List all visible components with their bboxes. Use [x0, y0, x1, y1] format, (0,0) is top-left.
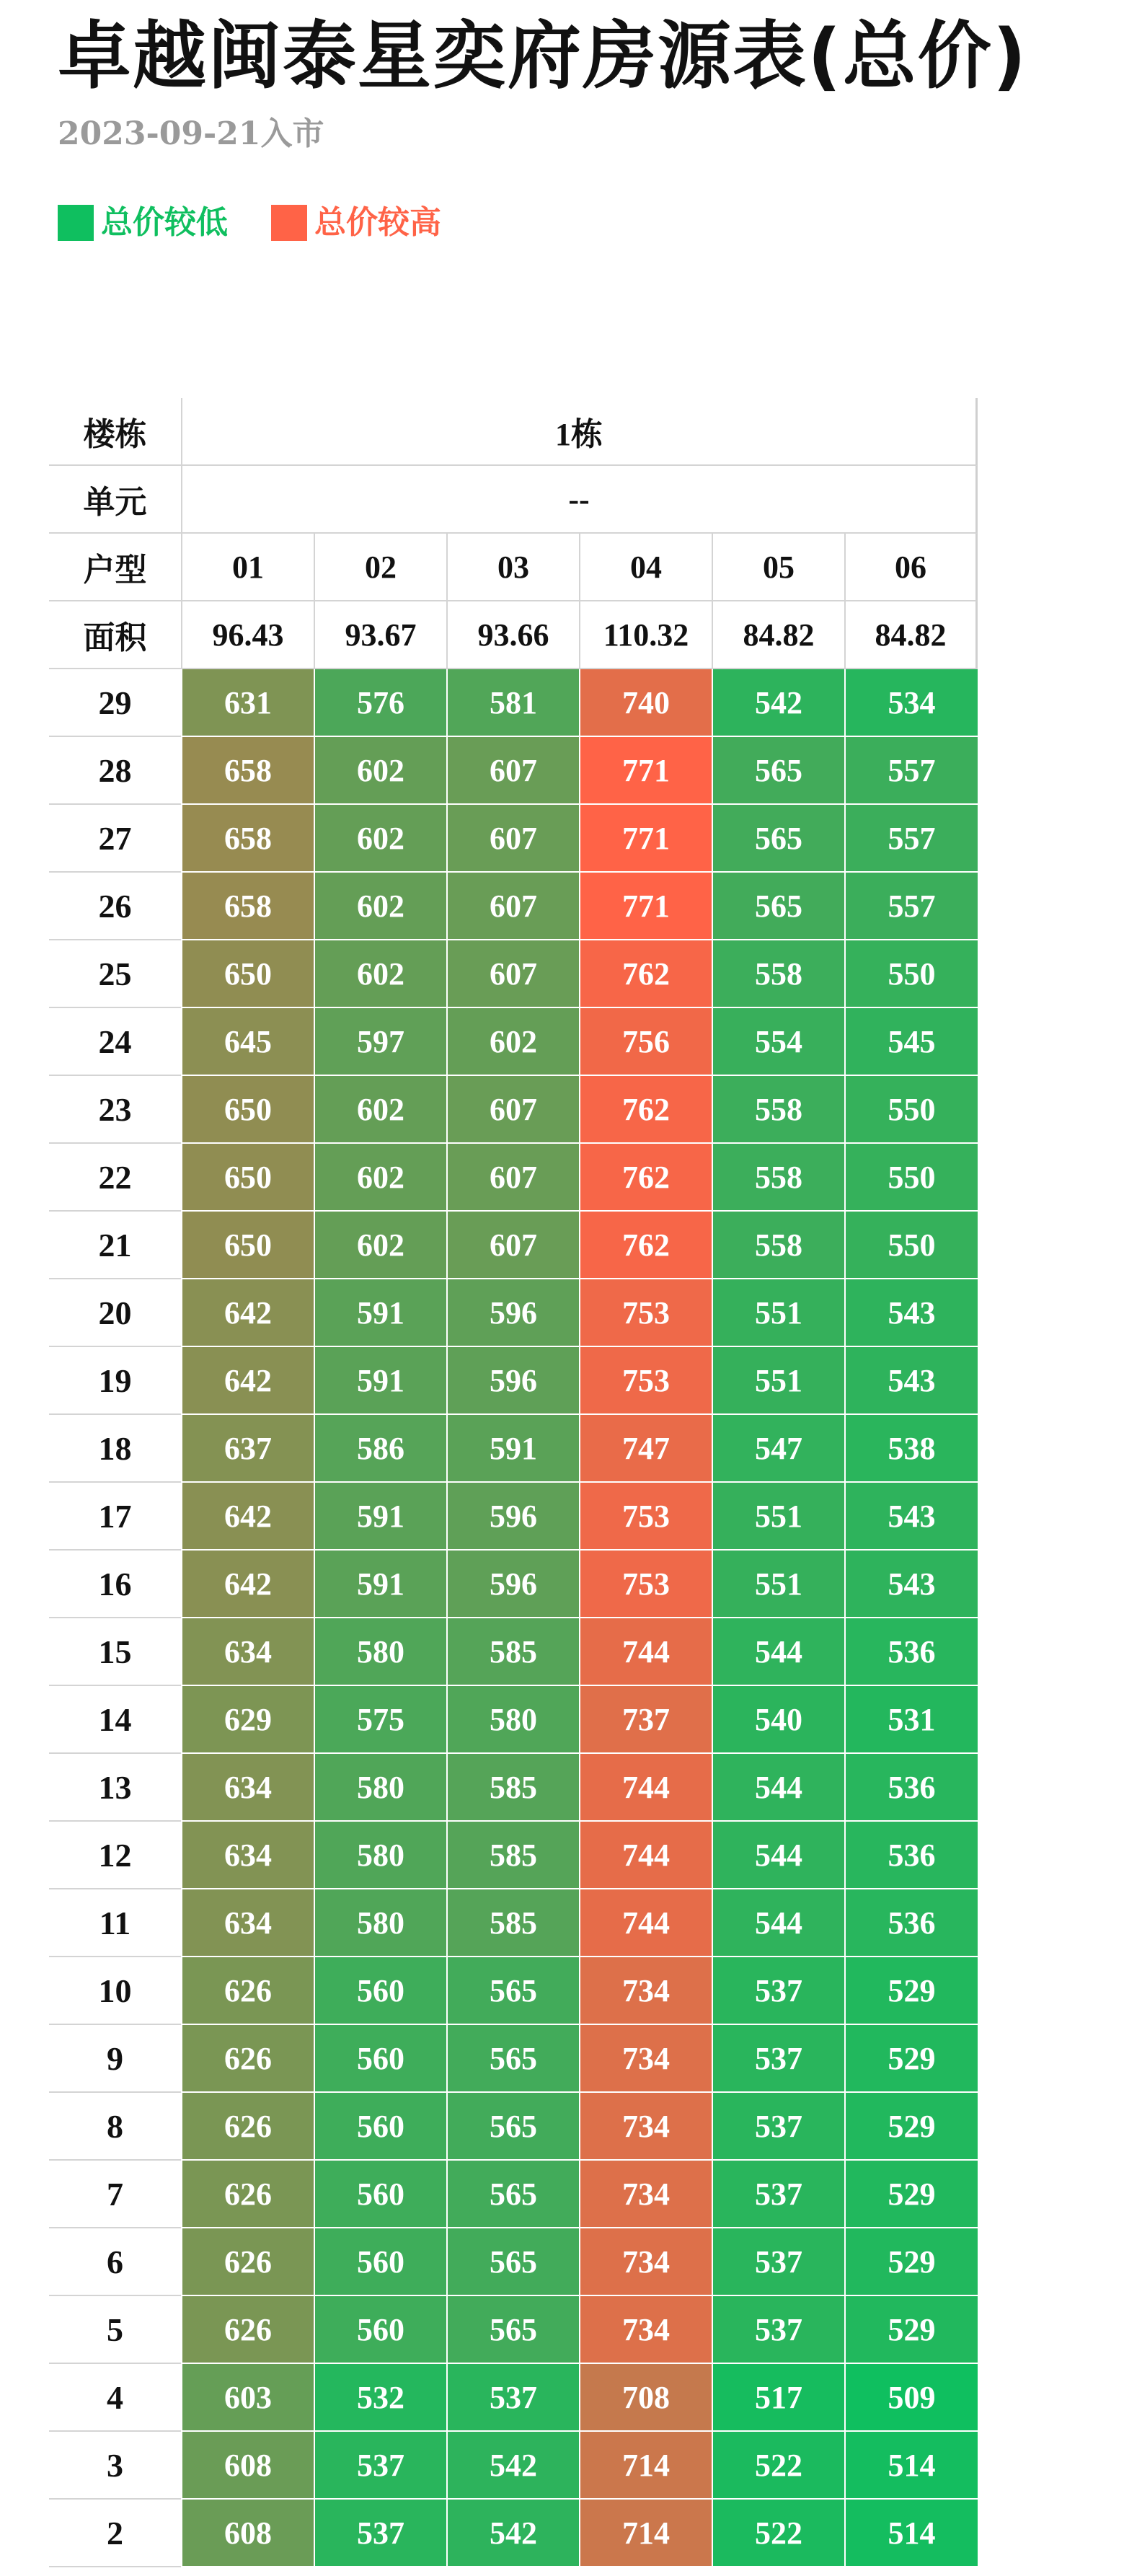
floor-row — [49, 1551, 978, 1618]
price-cell: 585 — [446, 1822, 579, 1889]
price-cell: 596 — [446, 1279, 579, 1347]
floor-row — [49, 2228, 978, 2296]
floor-row — [49, 1279, 978, 1347]
legend-swatch-low — [58, 205, 94, 241]
floor-label: 15 — [49, 1618, 181, 1686]
price-cell: 560 — [314, 2093, 446, 2161]
floor-row — [49, 669, 978, 737]
price-cell: 565 — [446, 2228, 579, 2296]
price-cell: 550 — [844, 1076, 978, 1144]
price-cell: 714 — [579, 2432, 712, 2500]
floor-row — [49, 1822, 978, 1889]
price-cell: 560 — [314, 2025, 446, 2093]
price-cell: 607 — [446, 1212, 579, 1279]
floor-label: 2 — [49, 2500, 181, 2567]
price-cell: 580 — [314, 1618, 446, 1686]
floor-label: 26 — [49, 873, 181, 940]
price-cell: 642 — [181, 1483, 314, 1551]
price-cell: 607 — [446, 737, 579, 805]
price-cell: 756 — [579, 1008, 712, 1076]
type-cell: 04 — [579, 534, 712, 601]
floor-label: 4 — [49, 2364, 181, 2432]
price-cell: 551 — [712, 1483, 844, 1551]
price-cell: 551 — [712, 1279, 844, 1347]
price-cell: 545 — [844, 1008, 978, 1076]
floor-row — [49, 1483, 978, 1551]
price-cell: 753 — [579, 1483, 712, 1551]
price-cell: 753 — [579, 1551, 712, 1618]
price-cell: 602 — [314, 1144, 446, 1212]
price-cell: 547 — [712, 1415, 844, 1483]
price-cell: 580 — [314, 1754, 446, 1822]
price-cell: 557 — [844, 737, 978, 805]
price-cell: 537 — [712, 2025, 844, 2093]
floor-row — [49, 1754, 978, 1822]
price-cell: 603 — [181, 2364, 314, 2432]
price-cell: 560 — [314, 2296, 446, 2364]
floor-row — [49, 2161, 978, 2228]
price-cell: 532 — [314, 2364, 446, 2432]
area-cell: 93.66 — [446, 601, 579, 669]
unit-row-label: 单元 — [49, 466, 181, 534]
price-cell: 536 — [844, 1618, 978, 1686]
price-cell: 560 — [314, 2228, 446, 2296]
building-name: 1栋 — [181, 398, 978, 466]
floor-label: 22 — [49, 1144, 181, 1212]
price-cell: 538 — [844, 1415, 978, 1483]
price-cell: 565 — [712, 805, 844, 873]
price-cell: 645 — [181, 1008, 314, 1076]
price-cell: 771 — [579, 873, 712, 940]
floor-label: 10 — [49, 1957, 181, 2025]
price-cell: 529 — [844, 2025, 978, 2093]
type-cell: 06 — [844, 534, 978, 601]
type-cell: 02 — [314, 534, 446, 601]
price-cell: 602 — [314, 940, 446, 1008]
price-cell: 591 — [314, 1347, 446, 1415]
floor-label: 21 — [49, 1212, 181, 1279]
price-cell: 580 — [314, 1822, 446, 1889]
price-cell: 537 — [712, 2093, 844, 2161]
price-cell: 734 — [579, 2093, 712, 2161]
price-cell: 509 — [844, 2364, 978, 2432]
price-cell: 565 — [446, 2161, 579, 2228]
floor-row — [49, 1076, 978, 1144]
price-cell: 650 — [181, 940, 314, 1008]
price-cell: 634 — [181, 1618, 314, 1686]
price-cell: 607 — [446, 805, 579, 873]
price-cell: 550 — [844, 940, 978, 1008]
price-cell: 740 — [579, 669, 712, 737]
price-cell: 637 — [181, 1415, 314, 1483]
floor-row — [49, 2296, 978, 2364]
price-cell: 585 — [446, 1618, 579, 1686]
price-cell: 737 — [579, 1686, 712, 1754]
price-cell: 626 — [181, 2093, 314, 2161]
floor-row — [49, 805, 978, 873]
price-cell: 542 — [712, 669, 844, 737]
price-cell: 591 — [314, 1551, 446, 1618]
floor-row — [49, 2025, 978, 2093]
price-cell: 560 — [314, 2161, 446, 2228]
floor-label: 17 — [49, 1483, 181, 1551]
price-cell: 744 — [579, 1822, 712, 1889]
price-cell: 762 — [579, 1212, 712, 1279]
building-row-label: 楼栋 — [49, 398, 181, 466]
price-cell: 734 — [579, 2228, 712, 2296]
price-cell: 596 — [446, 1347, 579, 1415]
page-title: 卓越闽泰星奕府房源表(总价) — [58, 14, 1028, 100]
floor-row — [49, 2500, 978, 2567]
price-cell: 537 — [712, 2228, 844, 2296]
price-cell: 543 — [844, 1483, 978, 1551]
type-cell: 03 — [446, 534, 579, 601]
price-cell: 650 — [181, 1076, 314, 1144]
price-cell: 565 — [712, 873, 844, 940]
area-row — [49, 601, 978, 669]
price-cell: 581 — [446, 669, 579, 737]
floor-label: 27 — [49, 805, 181, 873]
price-cell: 542 — [446, 2432, 579, 2500]
area-cell: 84.82 — [712, 601, 844, 669]
price-cell: 534 — [844, 669, 978, 737]
price-cell: 580 — [446, 1686, 579, 1754]
price-cell: 543 — [844, 1347, 978, 1415]
release-date: 2023-09-21入市 — [58, 115, 324, 152]
price-cell: 550 — [844, 1212, 978, 1279]
floor-label: 18 — [49, 1415, 181, 1483]
price-cell: 602 — [314, 737, 446, 805]
price-cell: 626 — [181, 2228, 314, 2296]
price-cell: 544 — [712, 1889, 844, 1957]
price-cell: 529 — [844, 2093, 978, 2161]
building-row — [49, 398, 978, 466]
price-cell: 607 — [446, 1144, 579, 1212]
price-cell: 747 — [579, 1415, 712, 1483]
floor-row — [49, 873, 978, 940]
price-cell: 517 — [712, 2364, 844, 2432]
price-cell: 575 — [314, 1686, 446, 1754]
price-cell: 558 — [712, 1144, 844, 1212]
price-cell: 544 — [712, 1822, 844, 1889]
price-cell: 596 — [446, 1551, 579, 1618]
price-cell: 734 — [579, 2161, 712, 2228]
floor-label: 29 — [49, 669, 181, 737]
price-cell: 602 — [314, 805, 446, 873]
price-cell: 585 — [446, 1889, 579, 1957]
price-cell: 608 — [181, 2500, 314, 2567]
price-cell: 540 — [712, 1686, 844, 1754]
price-cell: 629 — [181, 1686, 314, 1754]
price-cell: 544 — [712, 1618, 844, 1686]
price-cell: 658 — [181, 873, 314, 940]
price-cell: 608 — [181, 2432, 314, 2500]
floor-row — [49, 1889, 978, 1957]
price-cell: 542 — [446, 2500, 579, 2567]
price-cell: 744 — [579, 1754, 712, 1822]
type-row-label: 户型 — [49, 534, 181, 601]
price-cell: 642 — [181, 1347, 314, 1415]
price-cell: 591 — [446, 1415, 579, 1483]
price-cell: 586 — [314, 1415, 446, 1483]
price-cell: 551 — [712, 1551, 844, 1618]
price-cell: 734 — [579, 2296, 712, 2364]
price-cell: 762 — [579, 940, 712, 1008]
floor-label: 28 — [49, 737, 181, 805]
price-cell: 753 — [579, 1279, 712, 1347]
price-cell: 543 — [844, 1279, 978, 1347]
legend-item-low — [58, 204, 228, 242]
floor-row — [49, 2364, 978, 2432]
price-cell: 607 — [446, 873, 579, 940]
floor-label: 3 — [49, 2432, 181, 2500]
price-cell: 607 — [446, 940, 579, 1008]
price-cell: 744 — [579, 1618, 712, 1686]
floor-label: 25 — [49, 940, 181, 1008]
price-cell: 558 — [712, 1212, 844, 1279]
price-cell: 514 — [844, 2500, 978, 2567]
price-cell: 597 — [314, 1008, 446, 1076]
area-cell: 93.67 — [314, 601, 446, 669]
type-cell: 01 — [181, 534, 314, 601]
area-row-label: 面积 — [49, 601, 181, 669]
price-cell: 634 — [181, 1754, 314, 1822]
price-cell: 771 — [579, 805, 712, 873]
price-cell: 602 — [314, 873, 446, 940]
price-cell: 557 — [844, 805, 978, 873]
price-cell: 634 — [181, 1822, 314, 1889]
price-cell: 544 — [712, 1754, 844, 1822]
price-cell: 543 — [844, 1551, 978, 1618]
floor-label: 23 — [49, 1076, 181, 1144]
floor-row — [49, 1415, 978, 1483]
price-cell: 537 — [712, 1957, 844, 2025]
price-cell: 771 — [579, 737, 712, 805]
floor-label: 24 — [49, 1008, 181, 1076]
price-cell: 762 — [579, 1144, 712, 1212]
price-cell: 602 — [446, 1008, 579, 1076]
floor-row — [49, 1618, 978, 1686]
price-cell: 734 — [579, 1957, 712, 2025]
price-cell: 558 — [712, 940, 844, 1008]
unit-name: -- — [181, 466, 978, 534]
price-cell: 626 — [181, 2296, 314, 2364]
price-cell: 650 — [181, 1212, 314, 1279]
price-cell: 631 — [181, 669, 314, 737]
price-cell: 536 — [844, 1754, 978, 1822]
price-cell: 596 — [446, 1483, 579, 1551]
floor-label: 13 — [49, 1754, 181, 1822]
legend-label-low: 总价较低 — [101, 204, 228, 241]
price-cell: 626 — [181, 2025, 314, 2093]
price-cell: 537 — [712, 2161, 844, 2228]
price-cell: 537 — [712, 2296, 844, 2364]
floor-row — [49, 737, 978, 805]
price-cell: 537 — [446, 2364, 579, 2432]
price-cell: 753 — [579, 1347, 712, 1415]
floor-row — [49, 1212, 978, 1279]
price-cell: 565 — [446, 2296, 579, 2364]
price-cell: 565 — [446, 1957, 579, 2025]
area-cell: 96.43 — [181, 601, 314, 669]
price-cell: 565 — [712, 737, 844, 805]
price-cell: 557 — [844, 873, 978, 940]
price-cell: 714 — [579, 2500, 712, 2567]
price-cell: 522 — [712, 2500, 844, 2567]
price-cell: 642 — [181, 1551, 314, 1618]
price-cell: 658 — [181, 805, 314, 873]
price-cell: 558 — [712, 1076, 844, 1144]
floor-row — [49, 1686, 978, 1754]
floor-row — [49, 1957, 978, 2025]
floor-row — [49, 2432, 978, 2500]
price-cell: 550 — [844, 1144, 978, 1212]
type-row — [49, 534, 978, 601]
price-table — [49, 398, 978, 2567]
floor-row — [49, 2093, 978, 2161]
floor-label: 7 — [49, 2161, 181, 2228]
floor-label: 8 — [49, 2093, 181, 2161]
floor-label: 5 — [49, 2296, 181, 2364]
price-cell: 554 — [712, 1008, 844, 1076]
floor-label: 20 — [49, 1279, 181, 1347]
floor-label: 16 — [49, 1551, 181, 1618]
price-cell: 514 — [844, 2432, 978, 2500]
floor-row — [49, 1144, 978, 1212]
price-cell: 560 — [314, 1957, 446, 2025]
price-cell: 602 — [314, 1212, 446, 1279]
price-cell: 529 — [844, 2161, 978, 2228]
floor-label: 9 — [49, 2025, 181, 2093]
price-cell: 626 — [181, 2161, 314, 2228]
floor-label: 6 — [49, 2228, 181, 2296]
area-cell: 110.32 — [579, 601, 712, 669]
price-cell: 607 — [446, 1076, 579, 1144]
type-cell: 05 — [712, 534, 844, 601]
price-cell: 658 — [181, 737, 314, 805]
price-cell: 537 — [314, 2500, 446, 2567]
price-cell: 734 — [579, 2025, 712, 2093]
price-cell: 576 — [314, 669, 446, 737]
legend-label-high: 总价较高 — [314, 204, 441, 241]
price-cell: 565 — [446, 2025, 579, 2093]
price-cell: 591 — [314, 1483, 446, 1551]
floor-label: 14 — [49, 1686, 181, 1754]
price-cell: 522 — [712, 2432, 844, 2500]
price-cell: 565 — [446, 2093, 579, 2161]
price-cell: 708 — [579, 2364, 712, 2432]
price-cell: 585 — [446, 1754, 579, 1822]
price-cell: 529 — [844, 2228, 978, 2296]
price-cell: 744 — [579, 1889, 712, 1957]
price-cell: 536 — [844, 1822, 978, 1889]
price-cell: 537 — [314, 2432, 446, 2500]
floor-row — [49, 940, 978, 1008]
price-cell: 626 — [181, 1957, 314, 2025]
price-cell: 602 — [314, 1076, 446, 1144]
price-cell: 536 — [844, 1889, 978, 1957]
price-cell: 591 — [314, 1279, 446, 1347]
floor-row — [49, 1008, 978, 1076]
floor-label: 19 — [49, 1347, 181, 1415]
legend-swatch-high — [271, 205, 307, 241]
floor-label: 12 — [49, 1822, 181, 1889]
price-cell: 642 — [181, 1279, 314, 1347]
area-cell: 84.82 — [844, 601, 978, 669]
price-cell: 529 — [844, 2296, 978, 2364]
price-cell: 650 — [181, 1144, 314, 1212]
floor-label: 11 — [49, 1889, 181, 1957]
price-cell: 551 — [712, 1347, 844, 1415]
price-cell: 762 — [579, 1076, 712, 1144]
unit-row — [49, 466, 978, 534]
floor-row — [49, 1347, 978, 1415]
price-cell: 531 — [844, 1686, 978, 1754]
price-cell: 529 — [844, 1957, 978, 2025]
legend — [58, 204, 484, 242]
price-cell: 634 — [181, 1889, 314, 1957]
price-cell: 580 — [314, 1889, 446, 1957]
legend-item-high — [271, 204, 441, 242]
